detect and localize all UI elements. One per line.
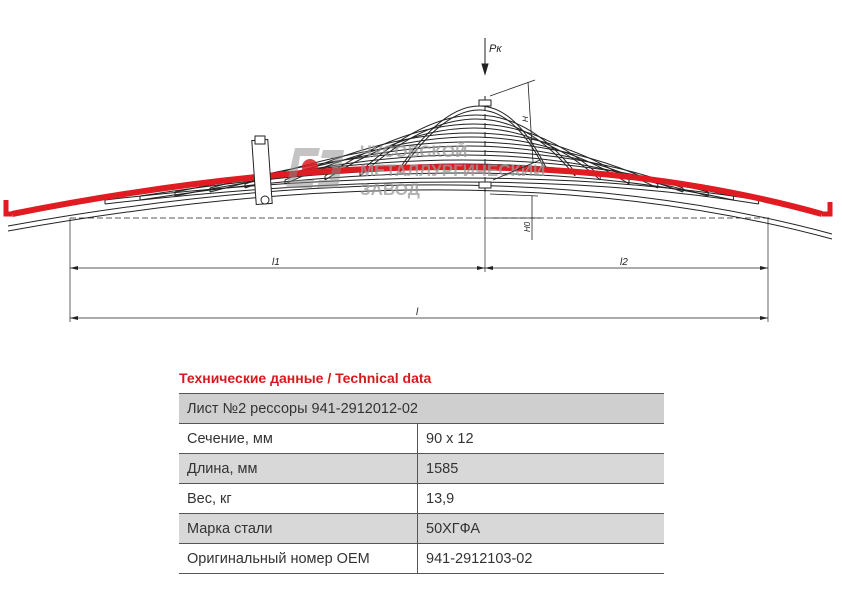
row-label: Вес, кг <box>179 484 418 514</box>
watermark-text-line-1: ЧУСОВСКОЙ <box>360 142 468 161</box>
technical-data-table <box>179 393 664 574</box>
dimension-lines <box>70 192 770 322</box>
row-value: 941-2912103-02 <box>418 544 665 574</box>
load-arrow <box>482 38 488 74</box>
table-row <box>179 454 664 484</box>
rebound-clip <box>252 136 272 204</box>
watermark-text-line-2: МЕТАЛЛУРГИЧЕСКИЙ <box>360 161 546 180</box>
left-eye-hook <box>6 200 12 214</box>
table-row <box>179 544 664 574</box>
row-value: 90 х 12 <box>418 424 665 454</box>
row-label: Марка стали <box>179 514 418 544</box>
row-value: 50ХГФА <box>418 514 665 544</box>
row-value: 13,9 <box>418 484 665 514</box>
dim-l1-label: l1 <box>272 257 280 268</box>
row-label: Длина, мм <box>179 454 418 484</box>
dim-l2-label: l2 <box>620 257 628 268</box>
dim-H0 <box>490 194 540 240</box>
right-eye-hook <box>822 202 830 214</box>
dim-H-label: H <box>520 116 531 123</box>
row-label: Оригинальный номер OEM <box>179 544 418 574</box>
load-label: Pк <box>489 43 502 55</box>
dimension-arrows <box>70 266 768 320</box>
table-header-row <box>179 394 664 424</box>
table-header-cell: Лист №2 рессоры 941-2912012-02 <box>179 394 664 424</box>
table-row <box>179 484 664 514</box>
table-row <box>179 514 664 544</box>
section-title: Технические данные / Technical data <box>179 370 432 386</box>
dim-l-label: l <box>416 307 419 318</box>
table-row <box>179 424 664 454</box>
dim-H0-label: H0 <box>523 221 532 232</box>
watermark-text-line-3: ЗАВОД <box>360 180 420 199</box>
row-label: Сечение, мм <box>179 424 418 454</box>
row-value: 1585 <box>418 454 665 484</box>
